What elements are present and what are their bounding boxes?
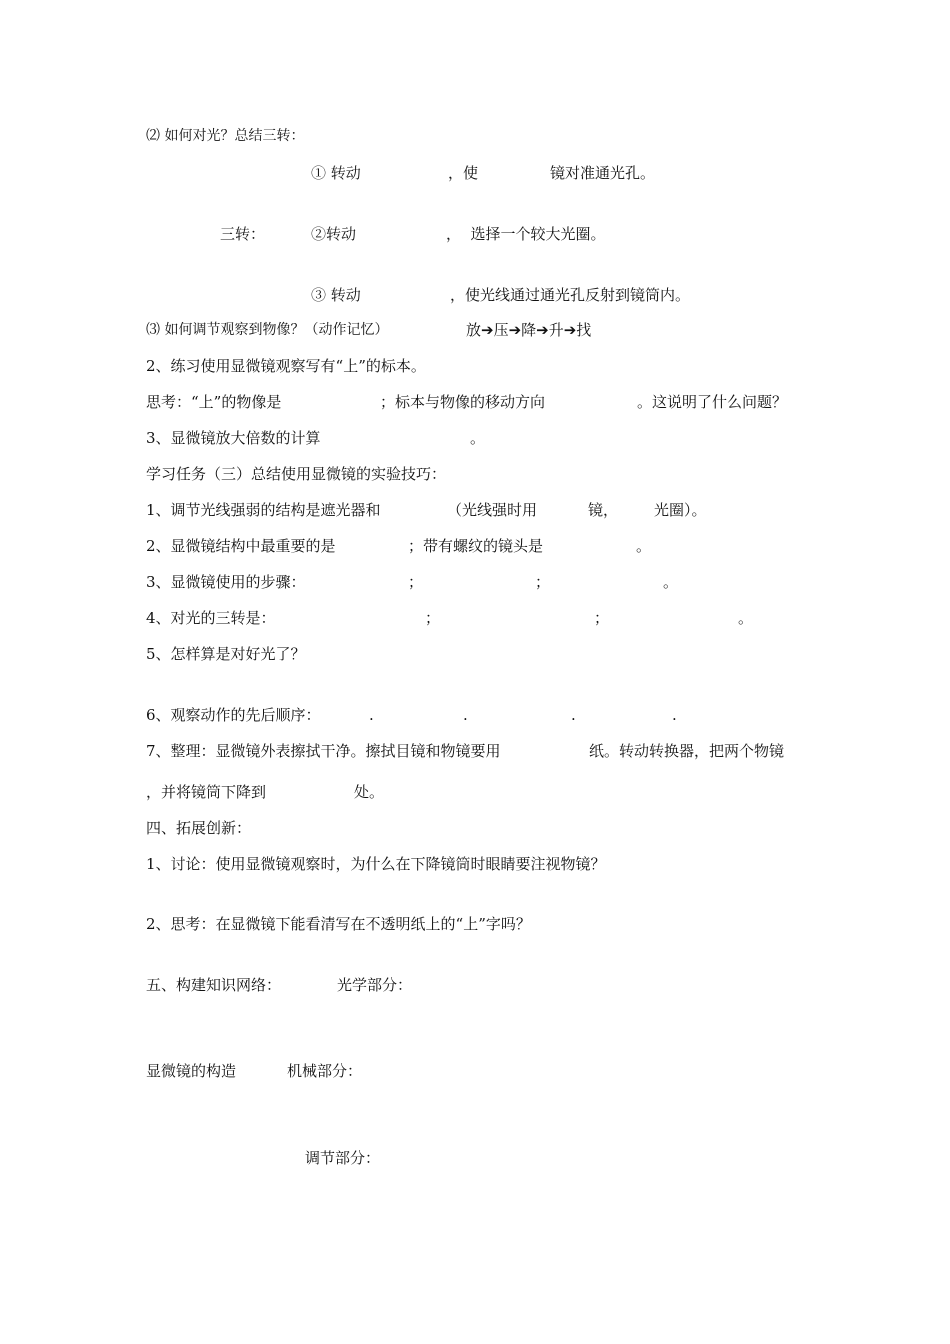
task3-item-7-part-3: ，并将镜筒下降到 [146, 783, 267, 801]
task3-item-7-part-2: 纸。转动转换器，把两个物镜 [589, 742, 785, 760]
rotate-2-label: ②转动 [311, 225, 357, 243]
rotate-3-label: ③ 转动 [311, 286, 361, 304]
task3-item-4-end: 。 [738, 609, 754, 627]
rotate-2-rest: ， 选择一个较大光圈。 [446, 225, 606, 243]
practice-item: 2、练习使用显微镜观察写有“上”的标本。 [146, 357, 426, 375]
question-light-alignment: ⑵ 如何对光？总结三转： [146, 128, 305, 144]
task3-item-2-part-1: 2、显微镜结构中最重要的是 [146, 537, 336, 555]
optical-part-label: 光学部分： [337, 976, 413, 994]
task3-item-3-sep-2: ； [535, 573, 551, 591]
task3-item-5: 5、怎样算是对好光了？ [146, 645, 306, 663]
rotate-1-rest: 镜对准通光孔。 [550, 164, 656, 182]
think-line-part-2: ；标本与物像的移动方向 [380, 393, 546, 411]
microscope-structure-label: 显微镜的构造 [146, 1062, 237, 1080]
rotate-1-connector: ，使 [448, 164, 479, 182]
task3-item-6-dot-3: . [571, 706, 576, 724]
section-5-title: 五、构建知识网络： [146, 976, 282, 994]
task3-item-1-part-2: （光线强时用 [447, 501, 538, 519]
task3-item-4-part-1: 4、对光的三转是： [146, 609, 276, 627]
section-4-thinking: 2、思考：在显微镜下能看清写在不透明纸上的“上”字吗？ [146, 915, 531, 933]
task3-item-6-dot-1: . [369, 706, 374, 724]
task3-item-2-part-3: 。 [636, 537, 652, 555]
task3-item-4-sep-2: ； [594, 609, 610, 627]
task3-item-1-part-4: 光圈）。 [654, 501, 707, 519]
think-line-part-3: 。这说明了什么问题？ [637, 393, 788, 411]
mechanical-part-label: 机械部分： [287, 1062, 363, 1080]
task3-item-6-dot-2: . [463, 706, 468, 724]
think-line-part-1: 思考：“上”的物像是 [146, 393, 282, 411]
task3-title: 学习任务（三）总结使用显微镜的实验技巧： [146, 465, 447, 483]
task3-item-1-part-1: 1、调节光线强弱的结构是遮光器和 [146, 501, 381, 519]
task3-item-2-part-2: ；带有螺纹的镜头是 [408, 537, 544, 555]
action-sequence: 放➔压➔降➔升➔找 [466, 321, 592, 339]
task3-item-7-part-4: 处。 [354, 783, 385, 801]
adjustment-part-label: 调节部分： [305, 1149, 381, 1167]
task3-item-4-sep-1: ； [425, 609, 441, 627]
task3-item-3-part-1: 3、显微镜使用的步骤： [146, 573, 306, 591]
task3-item-6-dot-4: . [672, 706, 677, 724]
task3-item-7-part-1: 7、整理：显微镜外表擦拭干净。擦拭目镜和物镜要用 [146, 742, 501, 760]
question-adjust-observation: ⑶ 如何调节观察到物像？（动作记忆） [146, 322, 389, 338]
magnification-end: 。 [470, 429, 486, 447]
task3-item-1-part-3: 镜， [588, 501, 619, 519]
rotate-1-label: ① 转动 [311, 164, 361, 182]
section-4-title: 四、拓展创新： [146, 819, 252, 837]
magnification-item: 3、显微镜放大倍数的计算 [146, 429, 321, 447]
task3-item-3-end: 。 [663, 573, 679, 591]
three-rotations-label: 三转： [220, 225, 266, 243]
task3-item-3-sep-1: ； [408, 573, 424, 591]
task3-item-6-part-1: 6、观察动作的先后顺序： [146, 706, 321, 724]
rotate-3-rest: ，使光线通过通光孔反射到镜筒内。 [450, 286, 691, 304]
section-4-discussion: 1、讨论：使用显微镜观察时，为什么在下降镜筒时眼睛要注视物镜？ [146, 855, 606, 873]
